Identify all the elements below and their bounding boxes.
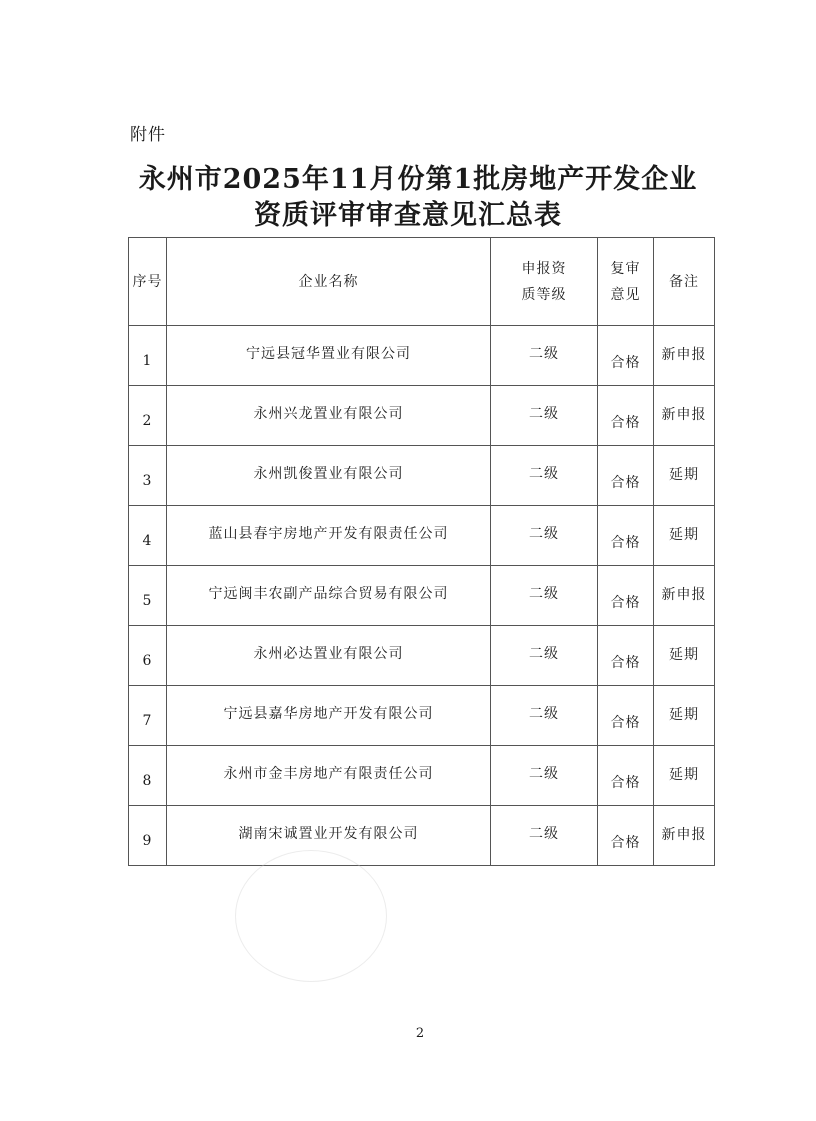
cell-seq: 5 — [129, 566, 167, 626]
cell-grade: 二级 — [491, 506, 598, 566]
cell-opinion: 合格 — [598, 446, 654, 506]
cell-grade: 二级 — [491, 446, 598, 506]
table-row — [129, 326, 715, 386]
cell-company-name: 宁远县冠华置业有限公司 — [167, 326, 491, 386]
table-header-row — [129, 238, 715, 326]
header-seq: 序号 — [129, 238, 167, 326]
cell-company-name: 宁远闽丰农副产品综合贸易有限公司 — [167, 566, 491, 626]
table-row — [129, 746, 715, 806]
document-title-line-1: 永州市2025年11月份第1批房地产开发企业 — [138, 164, 698, 195]
cell-grade: 二级 — [491, 746, 598, 806]
cell-seq: 3 — [129, 446, 167, 506]
cell-remark: 新申报 — [654, 806, 715, 866]
cell-company-name: 宁远县嘉华房地产开发有限公司 — [167, 686, 491, 746]
header-remark: 备注 — [654, 238, 715, 326]
cell-company-name: 永州必达置业有限公司 — [167, 626, 491, 686]
header-grade-line-2: 质等级 — [521, 286, 567, 303]
cell-seq: 9 — [129, 806, 167, 866]
cell-opinion: 合格 — [598, 506, 654, 566]
cell-remark: 延期 — [654, 746, 715, 806]
header-qualification-grade — [491, 238, 598, 326]
header-review-opinion — [598, 238, 654, 326]
cell-opinion: 合格 — [598, 326, 654, 386]
review-summary-table — [128, 237, 715, 866]
table-row — [129, 506, 715, 566]
cell-opinion: 合格 — [598, 806, 654, 866]
attachment-label: 附件 — [130, 125, 166, 145]
cell-seq: 7 — [129, 686, 167, 746]
cell-company-name: 蓝山县春宇房地产开发有限责任公司 — [167, 506, 491, 566]
table-row — [129, 806, 715, 866]
cell-opinion: 合格 — [598, 686, 654, 746]
table-row — [129, 686, 715, 746]
cell-remark: 延期 — [654, 686, 715, 746]
cell-opinion: 合格 — [598, 746, 654, 806]
cell-remark: 延期 — [654, 506, 715, 566]
cell-grade: 二级 — [491, 386, 598, 446]
cell-remark: 新申报 — [654, 386, 715, 446]
cell-opinion: 合格 — [598, 626, 654, 686]
header-grade-line-1: 申报资 — [521, 260, 567, 277]
table-row — [129, 566, 715, 626]
cell-remark: 新申报 — [654, 566, 715, 626]
table-row — [129, 446, 715, 506]
cell-seq: 2 — [129, 386, 167, 446]
table-row — [129, 386, 715, 446]
header-review-line-1: 复审 — [610, 260, 641, 277]
cell-seq: 6 — [129, 626, 167, 686]
header-review-line-2: 意见 — [610, 286, 641, 303]
cell-opinion: 合格 — [598, 386, 654, 446]
cell-company-name: 湖南宋诚置业开发有限公司 — [167, 806, 491, 866]
cell-remark: 新申报 — [654, 326, 715, 386]
cell-grade: 二级 — [491, 326, 598, 386]
cell-seq: 4 — [129, 506, 167, 566]
cell-seq: 1 — [129, 326, 167, 386]
cell-grade: 二级 — [491, 566, 598, 626]
table-row — [129, 626, 715, 686]
cell-company-name: 永州兴龙置业有限公司 — [167, 386, 491, 446]
cell-remark: 延期 — [654, 446, 715, 506]
faint-seal-mark — [235, 850, 387, 982]
page-number: 2 — [415, 1026, 425, 1041]
header-company-name: 企业名称 — [167, 238, 491, 326]
cell-grade: 二级 — [491, 806, 598, 866]
cell-grade: 二级 — [491, 686, 598, 746]
cell-company-name: 永州市金丰房地产有限责任公司 — [167, 746, 491, 806]
cell-seq: 8 — [129, 746, 167, 806]
cell-opinion: 合格 — [598, 566, 654, 626]
cell-remark: 延期 — [654, 626, 715, 686]
document-title-line-2: 资质评审审查意见汇总表 — [254, 200, 562, 231]
cell-grade: 二级 — [491, 626, 598, 686]
cell-company-name: 永州凯俊置业有限公司 — [167, 446, 491, 506]
